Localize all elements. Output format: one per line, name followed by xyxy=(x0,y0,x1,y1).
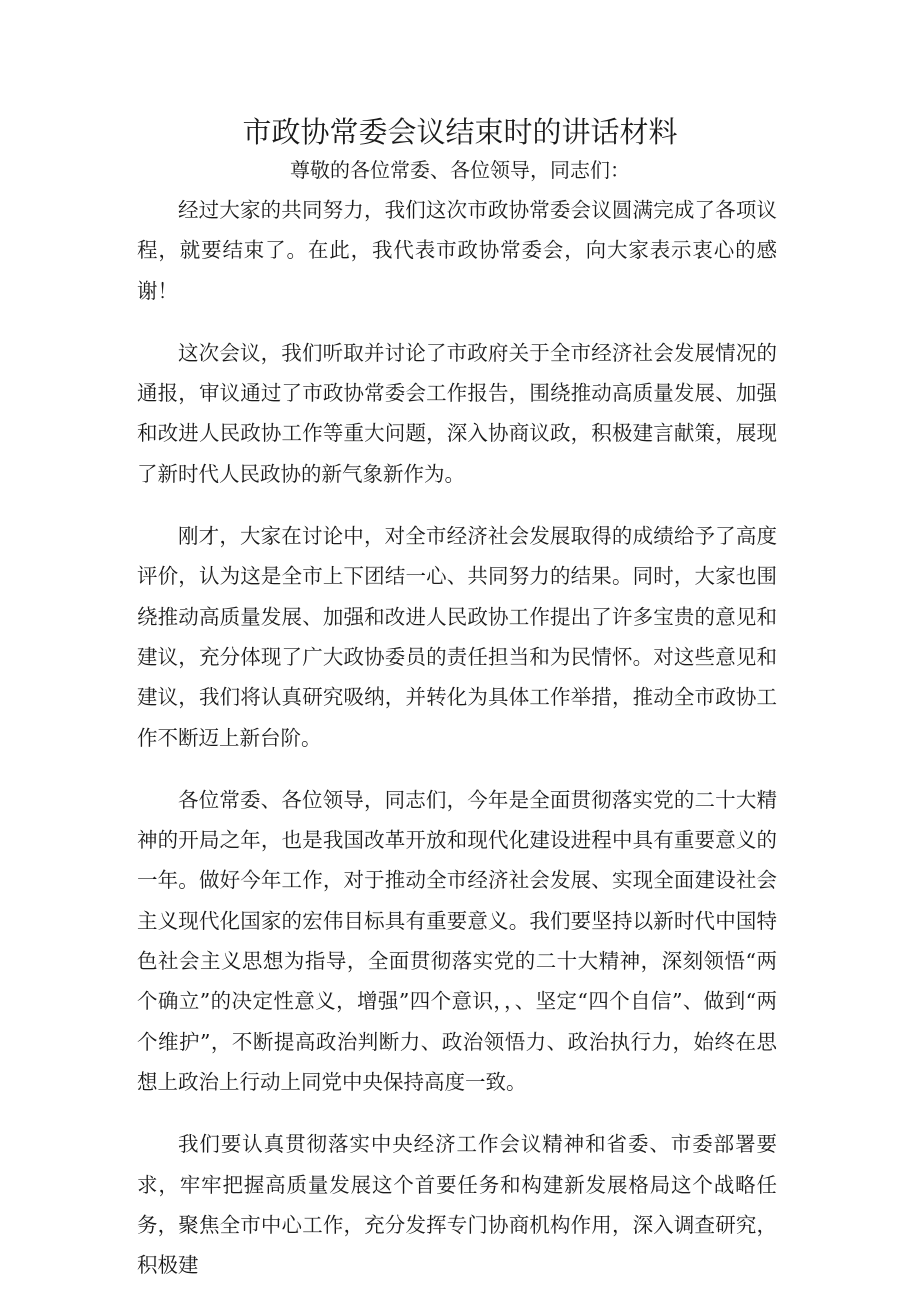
paragraph: 各位常委、各位领导，同志们，今年是全面贯彻落实党的二十大精神的开局之年，也是我国改革开放和现代化建设进程中具有重要意义的一年。做好今年工作，对于推动全市经济社会发展、实现全面建设社会主义现代化国家的宏伟目标具有重要意义。我们要坚持以新时代中国特色社会主义思想为指导，全面贯彻落实党的二十大精神，深刻领悟“两个确立”的决定性意义，增强”四个意识，，、坚定“四个自信”、做到“两个维护”，不断提高政治判断力、政治领悟力、政治执行力，始终在思想上政治上行动上同党中央保持高度一致。 xyxy=(137,787,777,1094)
paragraph: 这次会议，我们听取并讨论了市政府关于全市经济社会发展情况的通报，审议通过了市政协常委会工作报告，围绕推动高质量发展、加强和改进人民政协工作等重大问题，深入协商议政，积极建言献策，展现了新时代人民政协的新气象新作为。 xyxy=(137,340,777,486)
paragraph: 我们要认真贯彻落实中央经济工作会议精神和省委、市委部署要求，牢牢把握高质量发展这个首要任务和构建新发展格局这个战略任务，聚焦全市中心工作，充分发挥专门协商机构作用，深入调查研究，积极建 xyxy=(137,1132,777,1278)
paragraph: 经过大家的共同努力，我们这次市政协常委会议圆满完成了各项议程，就要结束了。在此，我代表市政协常委会，向大家表示衷心的感谢！ xyxy=(137,198,777,303)
document-body xyxy=(137,190,777,1307)
document-title: 市政协常委会议结束时的讲话材料 xyxy=(242,115,678,149)
paragraph: 刚才，大家在讨论中，对全市经济社会发展取得的成绩给予了高度评价，认为这是全市上下团结一心、共同努力的结果。同时，大家也围绕推动高质量发展、加强和改进人民政协工作提出了许多宝贵的意见和建议，充分体现了广大政协委员的责任担当和为民情怀。对这些意见和建议，我们将认真研究吸纳，并转化为具体工作举措，推动全市政协工作不断迈上新台阶。 xyxy=(137,524,777,750)
salutation: 尊敬的各位常委、各位领导，同志们： xyxy=(290,158,630,182)
